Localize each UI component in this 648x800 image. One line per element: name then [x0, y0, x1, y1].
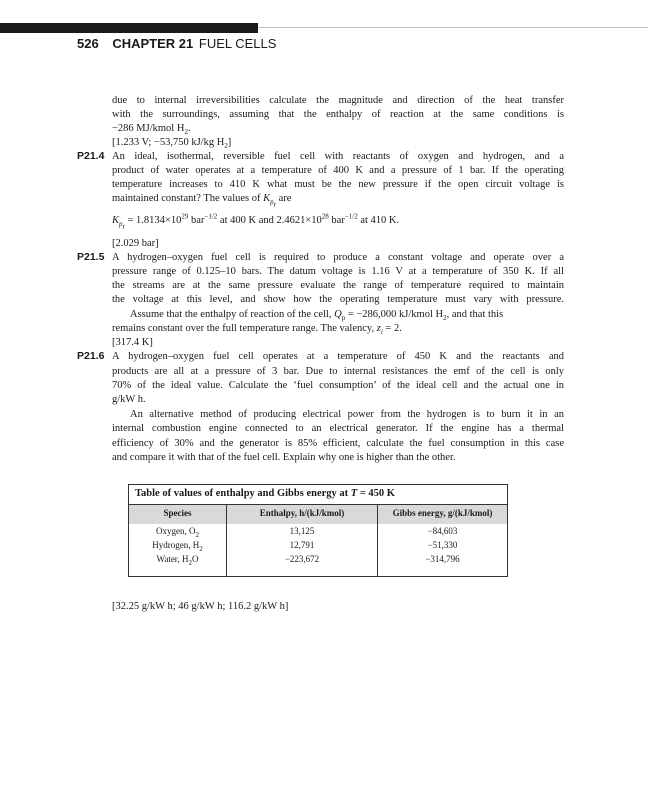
problem-line: 70% of the ideal value. Calculate the ‘fuel consumption’ of the ideal cell and the actual one in — [112, 380, 564, 391]
table-cell-gibbs: −84,603 — [427, 526, 458, 536]
table-cell-enthalpy: −223,672 — [284, 554, 320, 564]
equilibrium-constant-equation: $K_{p_r} = 1.8134\times 10^{29}$ bar$^{-1/2}$ at 400 K and $2.4621\times 10^{28}$ bar$^{-1/2}$ at 410 K. — [112, 212, 400, 231]
problem-answer: [317.4 K] — [112, 337, 153, 348]
table-cell-species: Hydrogen, $H_2$ — [152, 540, 203, 553]
problem-line: g/kW h. — [112, 394, 146, 405]
problem-line: internal combustion engine connected to an electrical generator. If the engine has a thermal — [112, 423, 564, 434]
table-cell-gibbs: −314,796 — [425, 554, 460, 564]
intro-line: −286 MJ/kmol $H_2$. — [112, 123, 191, 137]
table-cell-enthalpy: 13,125 — [289, 526, 315, 536]
problem-line: An ideal, isothermal, reversible fuel cell with reactants of oxygen and hydrogen, and a — [112, 151, 564, 162]
intro-line: due to internal irreversibilities calculate the magnitude and direction of the heat transfer — [112, 95, 564, 106]
problem-line: and compare it with that of the fuel cell. Explain why one is higher than the other. — [112, 452, 456, 463]
final-answer: [32.25 g/kW h; 46 g/kW h; 116.2 g/kW h] — [112, 601, 289, 612]
problem-line: temperature increases to 410 K what must be the new pressure if the open circuit voltage is — [112, 179, 564, 190]
intro-answer: [1.233 V; −53,750 kJ/kg $H_2$] — [112, 137, 232, 151]
column-header-enthalpy: Enthalpy, h/(kJ/kmol) — [259, 508, 345, 518]
problem-line: An alternative method of producing electrical power from the hydrogen is to burn it in an — [130, 409, 564, 420]
table-cell-species: Oxygen, $O_2$ — [156, 526, 199, 539]
problem-number: P21.4 — [77, 150, 105, 162]
problem-line: the streams are at the same pressure evaluate the range of temperature required to maintain — [112, 280, 564, 291]
header-rule — [0, 23, 648, 33]
problem-line: efficiency of 30% and the generator is 85% efficient, calculate the fuel consumption in this case — [112, 438, 564, 449]
table-cell-enthalpy: 12,791 — [289, 540, 315, 550]
chapter-label: CHAPTER 21 — [112, 36, 194, 51]
problem-line: A hydrogen–oxygen fuel cell operates at a temperature of 450 K and the reactants and — [112, 351, 564, 362]
problem-line: remains constant over the full temperature range. The valency, $z_i = 2$. — [112, 323, 402, 337]
table-cell-gibbs: −51,330 — [427, 540, 458, 550]
problem-number: P21.5 — [77, 251, 105, 263]
problem-answer: [2.029 bar] — [112, 238, 159, 249]
column-header-species: Species — [163, 508, 192, 518]
problem-line: A hydrogen–oxygen fuel cell is required to produce a constant voltage and operate over a — [112, 252, 564, 263]
table-cell-species: Water, $H_2O$ — [156, 554, 199, 567]
running-head — [77, 36, 276, 51]
problem-line: product of water operates at a temperature of 400 K and a pressure of 1 bar. If the operating — [112, 165, 564, 176]
chapter-title: FUEL CELLS — [198, 36, 277, 51]
header-rule-light — [258, 27, 648, 28]
page-number: 526 — [77, 36, 99, 51]
problem-line: maintained constant? The values of $K_{p_r}$ are — [112, 193, 292, 209]
problem-line: the voltage at this level, and show how the operating temperature must vary with pressure. — [112, 294, 564, 305]
column-header-gibbs: Gibbs energy, g/(kJ/kmol) — [392, 508, 493, 518]
table-title: Table of values of enthalpy and Gibbs energy at T = 450 K — [135, 488, 395, 499]
problem-line: Assume that the enthalpy of reaction of the cell, $Q_p = -286,000$ kJ/kmol $H_2$, and that this — [130, 309, 504, 323]
header-rule-dark — [0, 23, 258, 33]
problem-number: P21.6 — [77, 350, 105, 362]
intro-line: with the surroundings, assuming that the enthalpy of reaction at the same conditions is — [112, 109, 564, 120]
problem-line: products are all at a pressure of 3 bar. Due to internal resistances the emf of the cell is only — [112, 366, 564, 377]
thermo-table — [128, 484, 508, 577]
problem-line: pressure range of 0.125–10 bars. The datum voltage is 1.16 V at a temperature of 350 K. If all — [112, 266, 564, 277]
